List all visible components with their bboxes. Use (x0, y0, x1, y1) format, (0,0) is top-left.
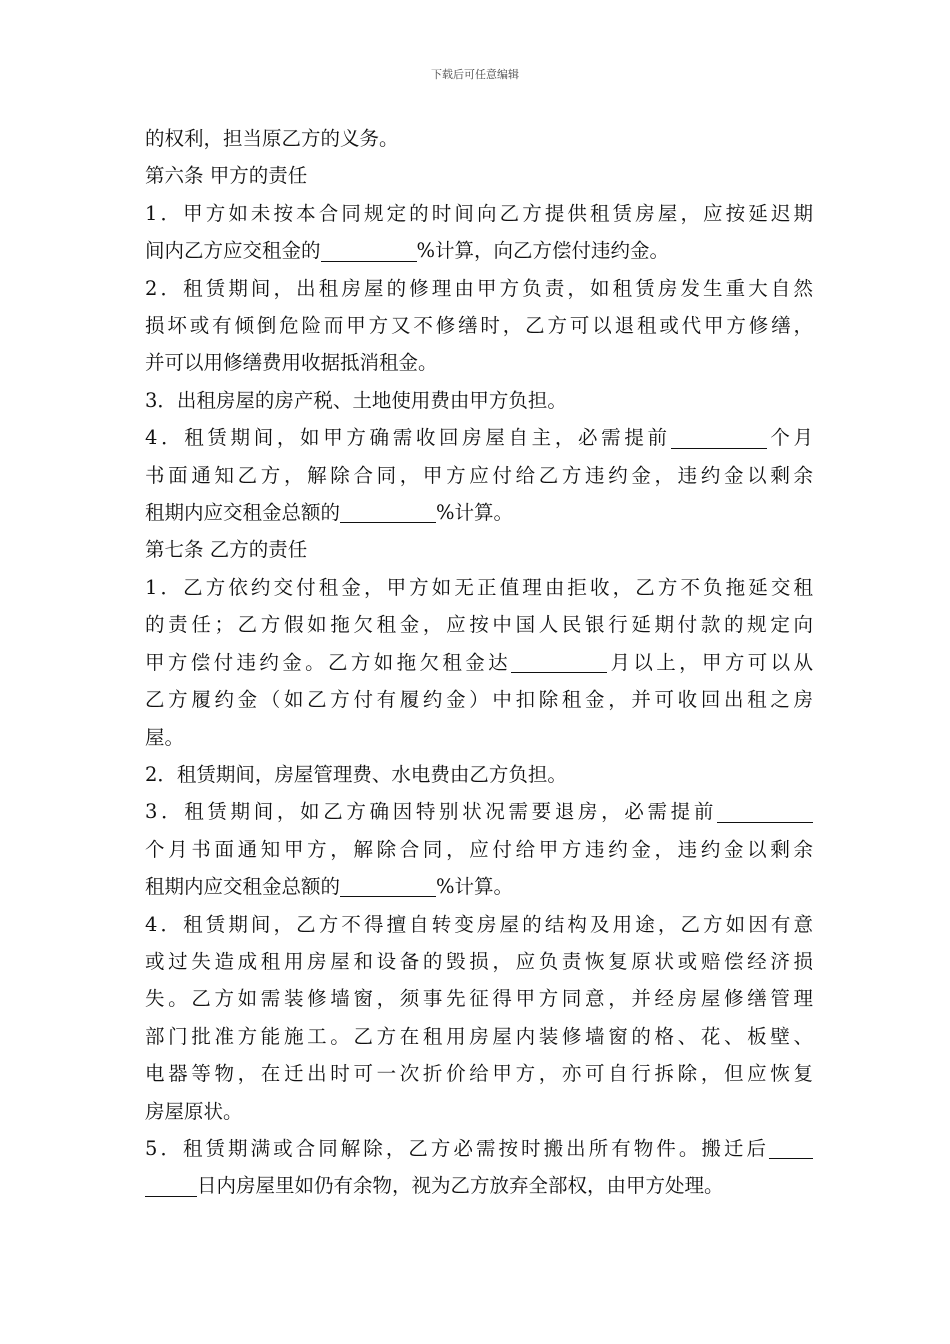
document-body (145, 120, 813, 1205)
text-line (145, 195, 813, 232)
fill-in-blank[interactable] (340, 502, 436, 523)
text-line (145, 157, 813, 194)
line-text: 4．租赁期间，乙方不得擅自转变房屋的结构及用途，乙方如因有意 (145, 912, 813, 936)
line-text: 第六条 甲方的责任 (145, 164, 308, 188)
line-text-after-blank: %计算。 (436, 501, 514, 525)
line-text: 2．租赁期间，出租房屋的修理由甲方负责，如租赁房发生重大自然 (145, 276, 813, 300)
text-line (145, 531, 813, 568)
text-line (145, 1055, 813, 1092)
line-text: 1．甲方如未按本合同规定的时间向乙方提供租赁房屋，应按延迟期 (145, 201, 813, 225)
fill-in-blank[interactable] (321, 240, 417, 261)
text-line (145, 719, 813, 756)
line-text: 第七条 乙方的责任 (145, 538, 308, 562)
fill-in-blank[interactable] (769, 1138, 813, 1159)
text-line (145, 232, 813, 269)
line-text: 1．乙方依约交付租金，甲方如无正值理由拒收，乙方不负拖延交租 (145, 575, 813, 599)
line-text: 或过失造成租用房屋和设备的毁损，应负责恢复原状或赔偿经济损 (145, 949, 813, 973)
fill-in-blank[interactable] (145, 1175, 197, 1196)
text-line (145, 644, 813, 681)
line-text: 电器等物，在迁出时可一次折价给甲方，亦可自行拆除，但应恢复 (145, 1062, 813, 1086)
fill-in-blank[interactable] (340, 876, 436, 897)
line-text: 失。乙方如需装修墙窗，须事先征得甲方同意，并经房屋修缮管理 (145, 987, 813, 1011)
text-line (145, 1130, 813, 1167)
text-line (145, 756, 813, 793)
line-text: 租期内应交租金总额的 (145, 875, 341, 899)
line-text: 3．出租房屋的房产税、土地使用费由甲方负担。 (145, 388, 567, 412)
line-text: 并可以用修缮费用收据抵消租金。 (145, 351, 438, 375)
line-text: 的权利，担当原乙方的义务。 (145, 127, 399, 150)
text-line (145, 1018, 813, 1055)
line-text: 的责任；乙方假如拖欠租金，应按中国人民银行延期付款的规定向 (145, 613, 813, 637)
text-line (145, 906, 813, 943)
text-line (145, 457, 813, 494)
text-line (145, 419, 813, 456)
line-text-after-blank: 日内房屋里如仍有余物，视为乙方放弃全部权，由甲方处理。 (197, 1174, 724, 1198)
line-text: 甲方偿付违约金。乙方如拖欠租金达 (145, 650, 512, 674)
line-text: 4．租赁期间，如甲方确需收回房屋自主，必需提前 (145, 426, 671, 450)
text-line (145, 606, 813, 643)
line-text: 屋。 (145, 725, 185, 749)
page-header: 下载后可任意编辑 (431, 68, 519, 81)
line-text-after-blank: 月以上，甲方可以从 (607, 650, 813, 674)
text-line (145, 569, 813, 606)
text-line (145, 307, 813, 344)
line-text: 损坏或有倾倒危险而甲方又不修缮时，乙方可以退租或代甲方修缮， (145, 314, 813, 338)
line-text: 乙方履约金（如乙方付有履约金）中扣除租金，并可收回出租之房 (145, 688, 813, 712)
text-line (145, 1167, 813, 1204)
line-text: 房屋原状。 (145, 1099, 243, 1123)
line-text-after-blank: 个月 (766, 426, 813, 450)
line-text: 书面通知乙方，解除合同，甲方应付给乙方违约金，违约金以剩余 (145, 463, 813, 487)
line-text: 3．租赁期间，如乙方确因特别状况需要退房，必需提前 (145, 800, 717, 824)
text-line (145, 344, 813, 381)
text-line (145, 270, 813, 307)
fill-in-blank[interactable] (717, 801, 813, 822)
line-text-after-blank: %计算，向乙方偿付违约金。 (416, 239, 670, 263)
line-text: 部门批准方能施工。乙方在租用房屋内装修墙窗的格、花、板壁、 (145, 1024, 813, 1048)
text-line (145, 1093, 813, 1130)
line-text: 租期内应交租金总额的 (145, 501, 341, 525)
text-line (145, 943, 813, 980)
text-line (145, 494, 813, 531)
text-line (145, 382, 813, 419)
fill-in-blank[interactable] (511, 652, 607, 673)
line-text: 间内乙方应交租金的 (145, 239, 321, 263)
text-line (145, 868, 813, 905)
text-line (145, 831, 813, 868)
text-line (145, 120, 813, 157)
text-line (145, 793, 813, 830)
text-line (145, 980, 813, 1017)
line-text: 个月书面通知甲方，解除合同，应付给甲方违约金，违约金以剩余 (145, 837, 813, 861)
fill-in-blank[interactable] (671, 427, 767, 448)
line-text: 5．租赁期满或合同解除，乙方必需按时搬出所有物件。搬迁后 (145, 1136, 769, 1160)
text-line (145, 681, 813, 718)
line-text: 2．租赁期间，房屋管理费、水电费由乙方负担。 (145, 762, 567, 786)
line-text-after-blank: %计算。 (436, 875, 514, 899)
